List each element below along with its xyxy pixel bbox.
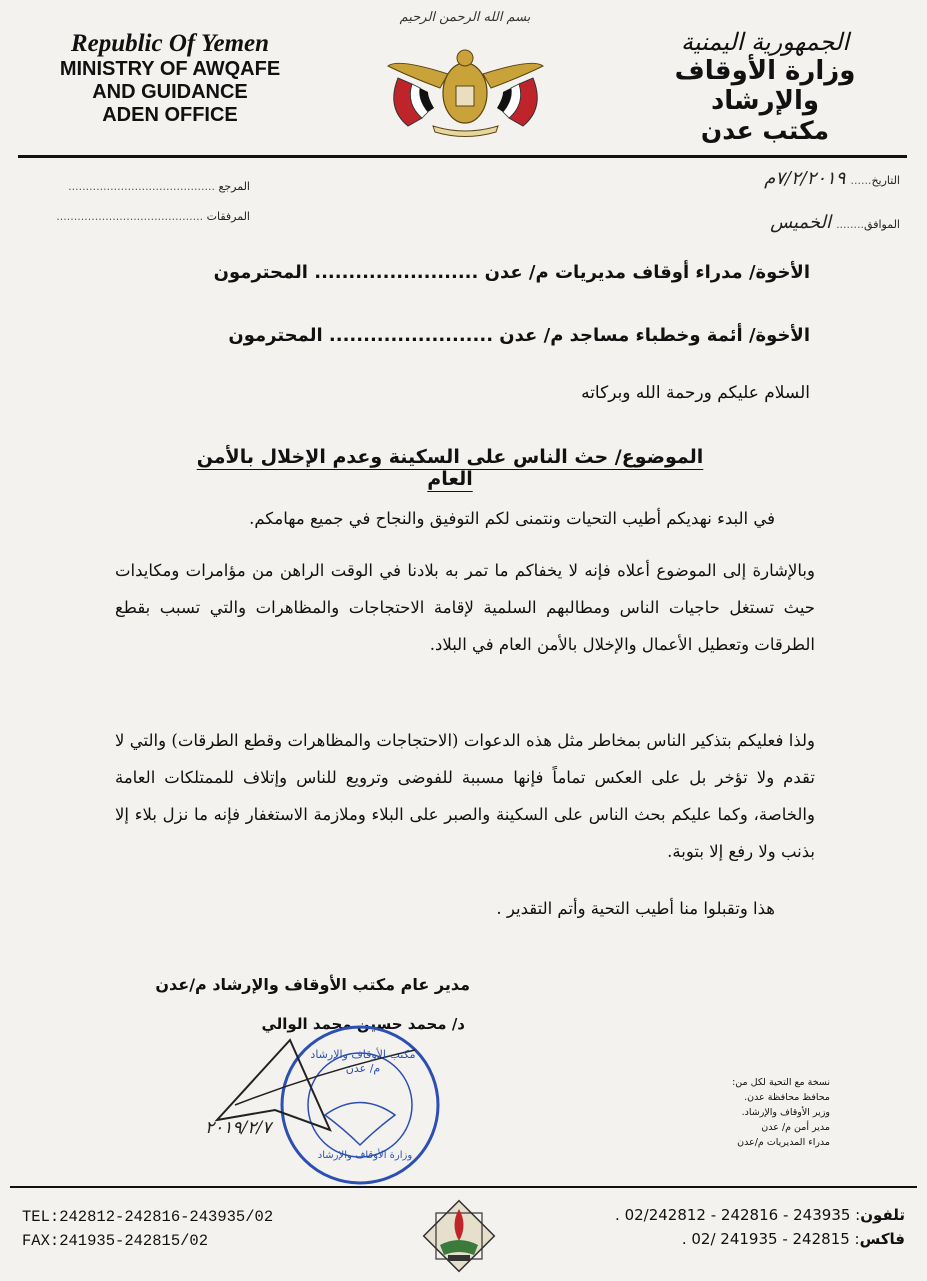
corresponding-field: الموافق........ الخميس [770,212,900,233]
signatory-name: د/ محمد حسين محمد الوالي [261,1015,465,1033]
reference-field: المرجع .......................................... [68,180,250,193]
date-field: التاريخ...... ٧/٢/٢٠١٩م [764,168,900,189]
paragraph-3: ولذا فعليكم بتذكير الناس بمخاطر مثل هذه الدعوات (الاحتجاجات والمظاهرات وقطع الطرقات) والتي لا تقدم ولا تؤخر بل على العكس تماماً فإنها مسببة للفوضى وترويع للناس وإتلاف للممتلكات العامة والخاصة، وكما عليكم بحث الناس على السكينة والصبر على البلاء وملازمة الاستغفار فإنه ما نزل بلاء إلا بذنب ولا رفع إلا بتوبة. [115,731,815,861]
arabic-letterhead [625,28,905,145]
paragraph-1: في البدء نهديكم أطيب التحيات ونتمنى لكم التوفيق والنجاح في جميع مهامكم. [249,509,775,528]
cc-item: وزير الأوقاف والإرشاد. [741,1107,830,1118]
footer-divider [10,1186,917,1188]
ministry-name-ar: وزارة الأوقاف والإرشاد [674,56,856,116]
addressee-1: الأخوة/ مدراء أوقاف مديريات م/ عدن ........................ المحترمون [213,262,810,283]
corresponding-label: الموافق [864,218,900,231]
greeting: السلام عليكم ورحمة الله وبركاته [581,383,810,403]
date-value: ٧/٢/٢٠١٩م [764,168,846,189]
ministry-name-en-2: AND GUIDANCE [92,81,248,103]
basmala: بسم الله الرحمن الرحيم [399,10,531,25]
office-name-ar: مكتب عدن [700,116,830,145]
seal-ring-text: وزارة الأوقاف والإرشاد [317,1150,413,1161]
fax-ar-label: فاكس [859,1230,905,1248]
fax-en: FAX:241935-242815/02 [22,1232,209,1250]
telephone-ar-value: : 243935 - 242816 - 02/242812 . [615,1206,861,1224]
cc-item: مدير أمن م/ عدن [761,1122,830,1133]
yemen-emblem-icon [378,38,553,138]
republic-name-en: Republic Of Yemen [70,30,270,57]
seal-line-1: مكتب الأوقاف والإرشاد [310,1048,416,1061]
office-name-en: ADEN OFFICE [102,104,238,126]
cc-list [640,1075,830,1150]
seal-text [298,1048,428,1076]
cc-item: محافظ محافظة عدن. [744,1092,830,1103]
subject-line: الموضوع/ حث الناس على السكينة وعدم الإخلال بالأمن العام [196,446,704,490]
paragraph-2: وبالإشارة إلى الموضوع أعلاه فإنه لا يخفاكم ما تمر به بلادنا في الوقت الراهن من مؤامرات ومكايدات حيث تستغل حاجيات الناس ومطالبهم السلمية لإقامة الاحتجاجات والمظاهرات والتي تسبب بقطع الطرقات وتعطيل الأعمال والإخلال بالأمن العام في البلاد. [115,561,815,654]
addressee-2: الأخوة/ أئمة وخطباء مساجد م/ عدن ........................ المحترمون [228,325,810,346]
seal-line-2: م/ عدن [345,1062,381,1075]
telephone-ar-label: تلفون [860,1206,905,1224]
corresponding-value: الخميس [770,212,831,233]
fax-ar-value: : 242815 - 241935 /02 . [681,1230,860,1248]
reference-label: المرجع [218,180,250,193]
header-divider [18,155,907,158]
stamp-date: ٢٠١٩/٢/٧ [205,1118,272,1138]
attachments-field: المرفقات .......................................... [56,210,250,223]
closing-line: هذا وتقبلوا منا أطيب التحية وأتم التقدير . [496,899,775,918]
ministry-name-en: MINISTRY OF AWQAFE [59,58,281,80]
telephone-en: TEL:242812-242816-243935/02 [22,1208,274,1226]
cc-title: نسخة مع التحية لكل من: [732,1077,830,1088]
telephone-ar [595,1206,905,1224]
date-label: التاريخ [871,174,900,187]
attachments-label: المرفقات [206,210,250,223]
cc-item: مدراء المديريات م/عدن [737,1137,830,1148]
fax-ar [595,1230,905,1248]
english-letterhead [20,30,320,127]
signatory-title: مدير عام مكتب الأوقاف والإرشاد م/عدن [155,975,470,994]
footer-emblem-icon [418,1195,500,1277]
republic-name-ar: الجمهورية اليمنية [680,28,850,56]
